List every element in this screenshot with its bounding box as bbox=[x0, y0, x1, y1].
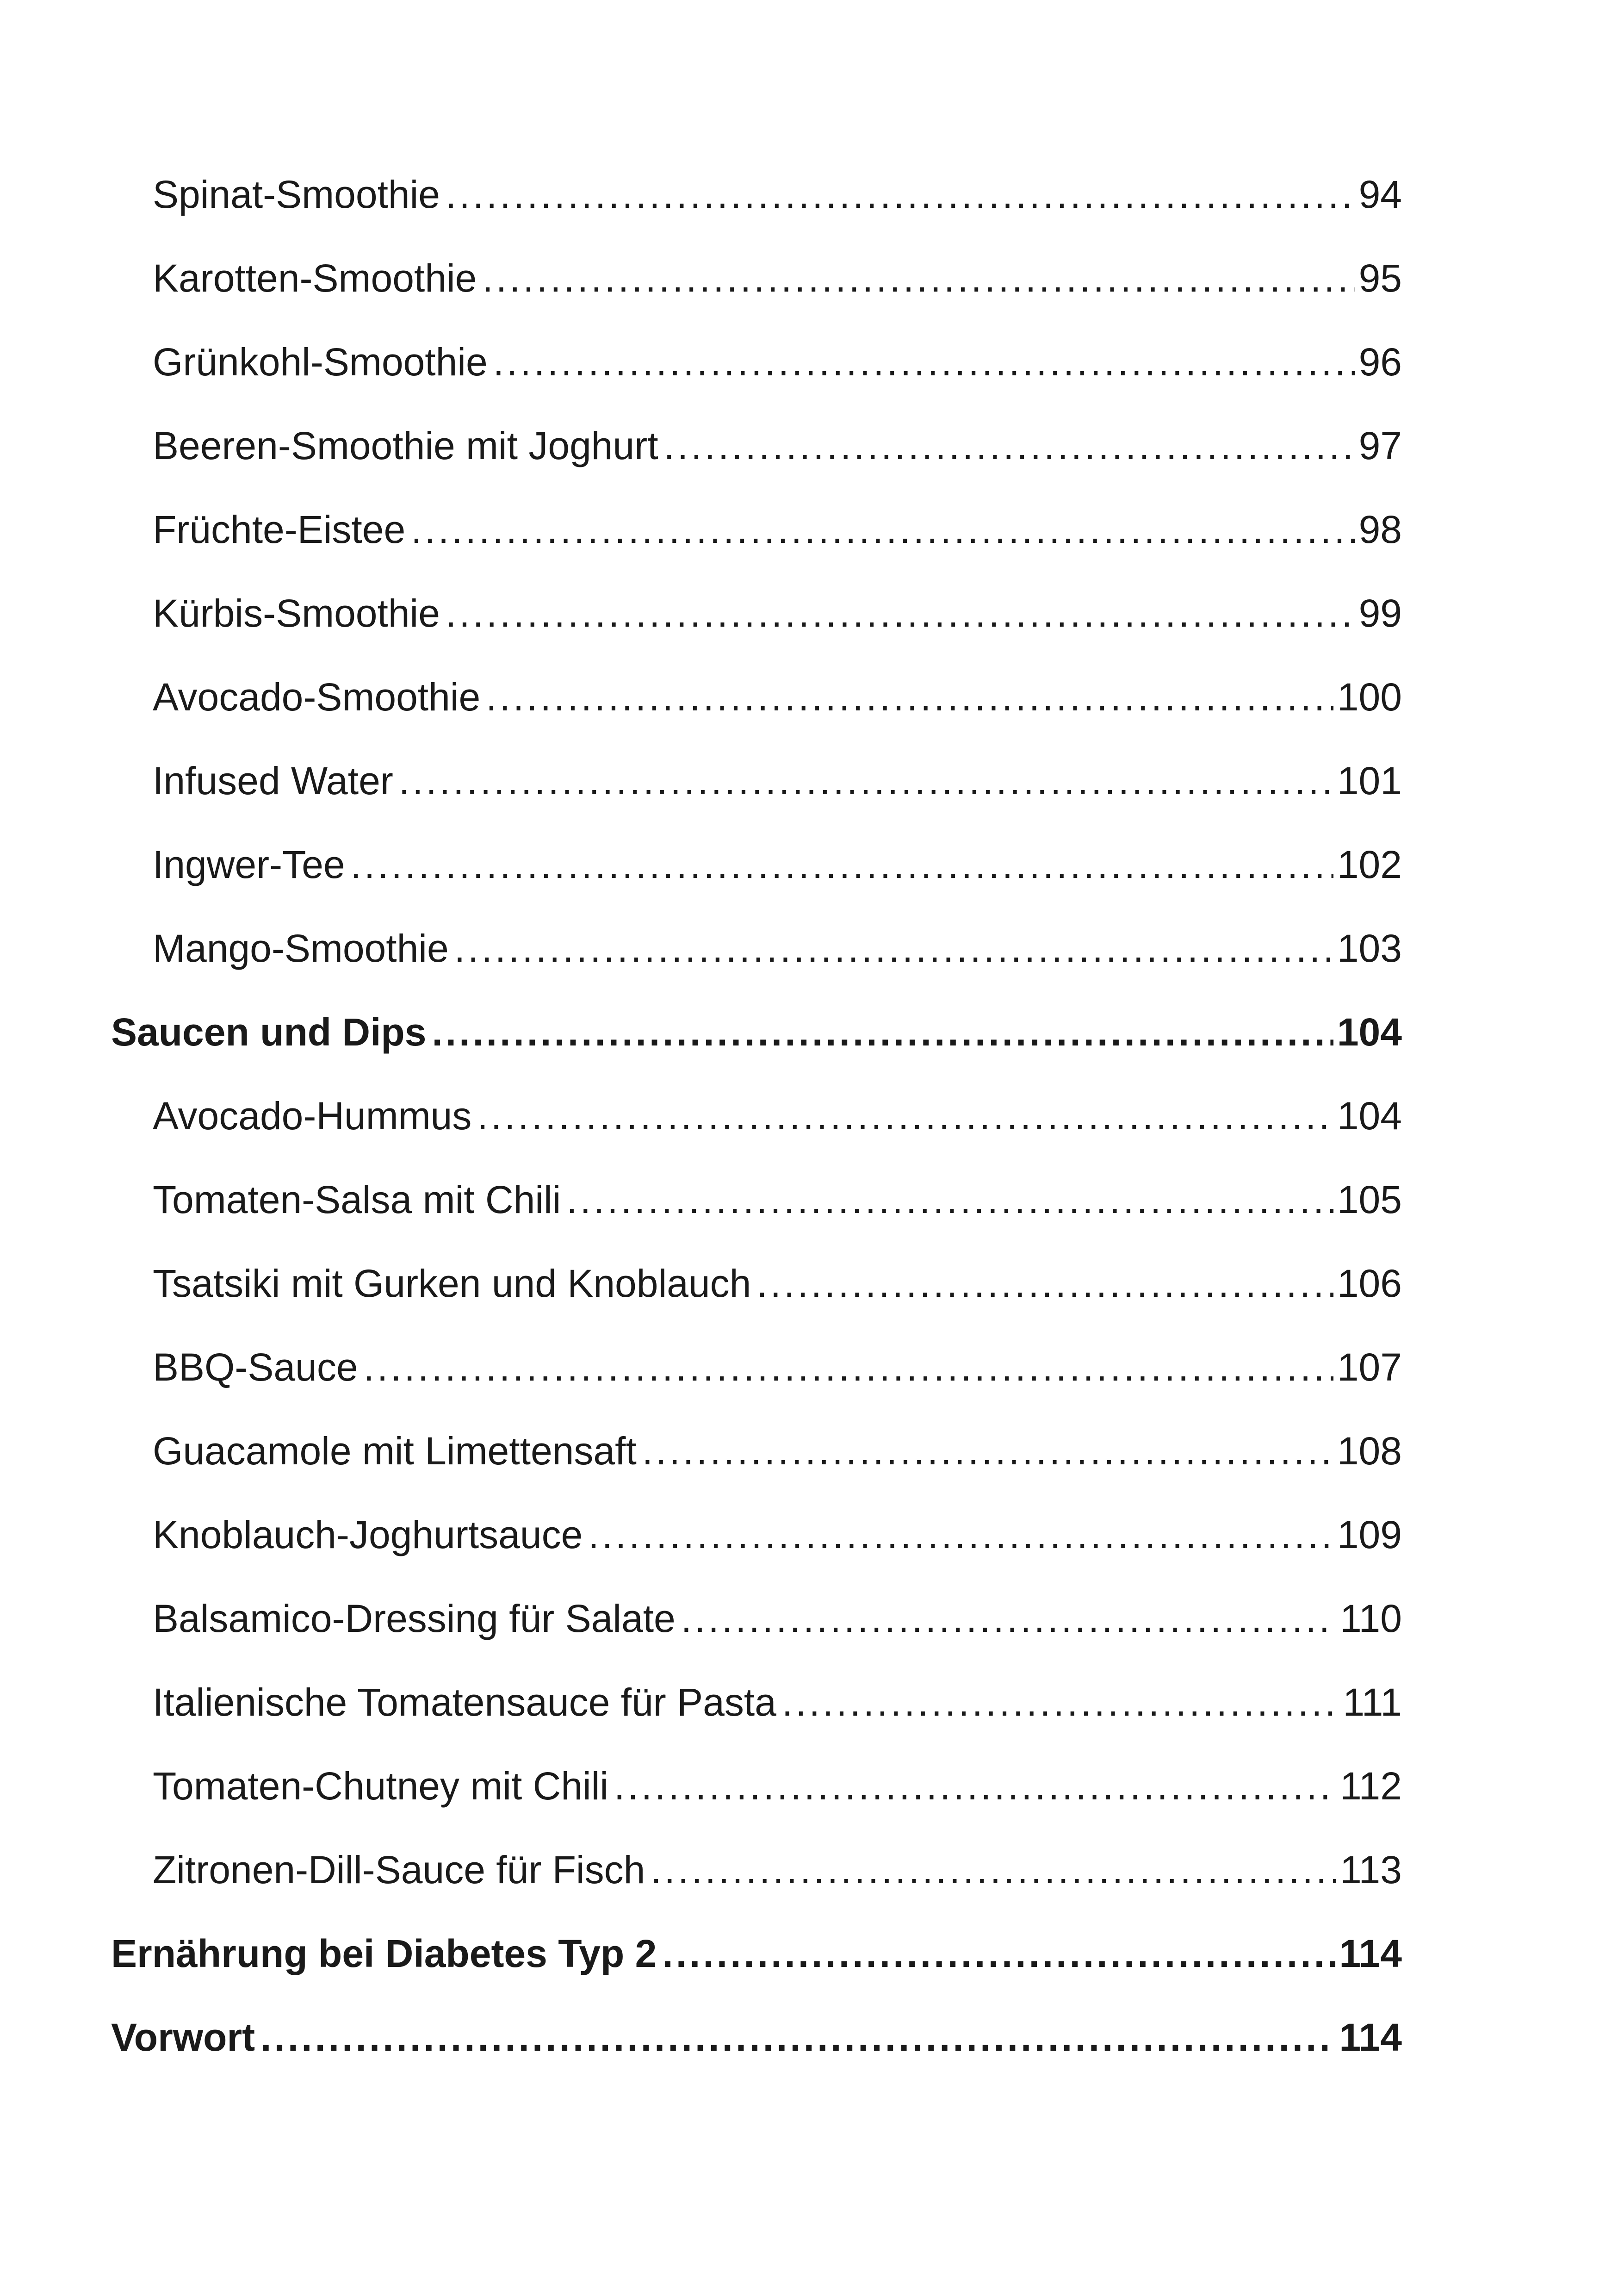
toc-chapter-page: 104 bbox=[1337, 1010, 1402, 1054]
toc-entry-page: 113 bbox=[1340, 1848, 1402, 1892]
toc-entry[interactable] bbox=[111, 404, 1402, 488]
toc-entry-title: Balsamico-Dressing für Salate bbox=[153, 1597, 676, 1640]
toc-entry-title: BBQ-Sauce bbox=[153, 1345, 358, 1389]
toc-entry[interactable] bbox=[111, 572, 1402, 655]
toc-leader-dots bbox=[482, 236, 1355, 320]
toc-entry[interactable] bbox=[111, 739, 1402, 823]
toc-entry-title: Kürbis-Smoothie bbox=[153, 591, 440, 635]
toc-leader-dots bbox=[432, 990, 1333, 1074]
toc-entry-title: Knoblauch-Joghurtsauce bbox=[153, 1513, 583, 1556]
toc-entry-title: Zitronen-Dill-Sauce für Fisch bbox=[153, 1848, 645, 1892]
toc-leader-dots bbox=[260, 1996, 1335, 2079]
toc-chapter-title: Vorwort bbox=[111, 2016, 255, 2059]
toc-leader-dots bbox=[756, 1242, 1333, 1325]
toc-entry[interactable] bbox=[111, 1493, 1402, 1577]
toc-leader-dots bbox=[651, 1828, 1336, 1912]
toc-entry-page: 103 bbox=[1337, 927, 1402, 970]
toc-leader-dots bbox=[493, 320, 1355, 404]
toc-entry-title: Avocado-Smoothie bbox=[153, 675, 481, 719]
toc-entry-page: 101 bbox=[1337, 759, 1402, 803]
toc-leader-dots bbox=[399, 739, 1333, 823]
toc-entry[interactable] bbox=[111, 1242, 1402, 1325]
toc-chapter-page: 114 bbox=[1339, 2016, 1402, 2059]
toc-entry-title: Karotten-Smoothie bbox=[153, 256, 477, 300]
toc-entry-title: Tomaten-Chutney mit Chili bbox=[153, 1764, 609, 1808]
toc-entry-page: 96 bbox=[1358, 340, 1402, 384]
toc-entry-page: 102 bbox=[1337, 843, 1402, 886]
toc-entry-title: Spinat-Smoothie bbox=[153, 173, 440, 216]
toc-entry[interactable] bbox=[111, 1074, 1402, 1158]
toc-entry-page: 95 bbox=[1358, 256, 1402, 300]
toc-leader-dots bbox=[566, 1158, 1333, 1242]
toc-entry-page: 109 bbox=[1337, 1513, 1402, 1556]
toc-entry-title: Avocado-Hummus bbox=[153, 1094, 472, 1138]
toc-leader-dots bbox=[588, 1493, 1333, 1577]
table-of-contents bbox=[111, 153, 1402, 2079]
toc-entry[interactable] bbox=[111, 1828, 1402, 1912]
toc-entry[interactable] bbox=[111, 1577, 1402, 1661]
toc-entry[interactable] bbox=[111, 1409, 1402, 1493]
toc-entry-page: 112 bbox=[1340, 1764, 1402, 1808]
toc-leader-dots bbox=[364, 1325, 1333, 1409]
toc-entry-page: 100 bbox=[1337, 675, 1402, 719]
toc-entry-title: Grünkohl-Smoothie bbox=[153, 340, 488, 384]
toc-entry[interactable] bbox=[111, 236, 1402, 320]
toc-entry-title: Italienische Tomatensauce für Pasta bbox=[153, 1680, 776, 1724]
toc-leader-dots bbox=[446, 572, 1355, 655]
toc-entry-page: 94 bbox=[1358, 173, 1402, 216]
toc-entry-page: 105 bbox=[1337, 1178, 1402, 1221]
toc-entry-title: Ingwer-Tee bbox=[153, 843, 345, 886]
toc-entry[interactable] bbox=[111, 488, 1402, 572]
toc-chapter-entry[interactable] bbox=[111, 990, 1402, 1074]
toc-entry[interactable] bbox=[111, 823, 1402, 907]
toc-entry-title: Tsatsiki mit Gurken und Knoblauch bbox=[153, 1262, 751, 1305]
toc-entry-page: 108 bbox=[1337, 1429, 1402, 1473]
toc-entry-page: 107 bbox=[1337, 1345, 1402, 1389]
toc-chapter-entry[interactable] bbox=[111, 1996, 1402, 2079]
toc-entry-page: 111 bbox=[1343, 1680, 1402, 1724]
toc-leader-dots bbox=[642, 1409, 1333, 1493]
toc-entry[interactable] bbox=[111, 655, 1402, 739]
toc-leader-dots bbox=[662, 1912, 1335, 1996]
toc-entry-title: Früchte-Eistee bbox=[153, 508, 406, 551]
toc-entry-title: Beeren-Smoothie mit Joghurt bbox=[153, 424, 658, 467]
toc-leader-dots bbox=[454, 907, 1333, 990]
toc-chapter-title: Saucen und Dips bbox=[111, 1010, 427, 1054]
toc-entry[interactable] bbox=[111, 320, 1402, 404]
toc-leader-dots bbox=[351, 823, 1333, 907]
toc-leader-dots bbox=[782, 1661, 1339, 1744]
toc-leader-dots bbox=[477, 1074, 1333, 1158]
toc-entry[interactable] bbox=[111, 1661, 1402, 1744]
toc-leader-dots bbox=[614, 1744, 1336, 1828]
toc-entry-page: 104 bbox=[1337, 1094, 1402, 1138]
toc-leader-dots bbox=[446, 153, 1355, 236]
toc-entry-title: Infused Water bbox=[153, 759, 393, 803]
toc-leader-dots bbox=[486, 655, 1333, 739]
toc-entry-page: 110 bbox=[1340, 1597, 1402, 1640]
toc-chapter-entry[interactable] bbox=[111, 1912, 1402, 1996]
toc-entry-page: 99 bbox=[1358, 591, 1402, 635]
toc-leader-dots bbox=[664, 404, 1355, 488]
toc-entry-title: Guacamole mit Limettensaft bbox=[153, 1429, 637, 1473]
toc-entry[interactable] bbox=[111, 1744, 1402, 1828]
toc-entry-page: 98 bbox=[1358, 508, 1402, 551]
toc-entry-title: Mango-Smoothie bbox=[153, 927, 449, 970]
toc-leader-dots bbox=[681, 1577, 1336, 1661]
toc-entry[interactable] bbox=[111, 1158, 1402, 1242]
toc-entry[interactable] bbox=[111, 1325, 1402, 1409]
toc-entry-title: Tomaten-Salsa mit Chili bbox=[153, 1178, 561, 1221]
toc-entry[interactable] bbox=[111, 153, 1402, 236]
toc-leader-dots bbox=[411, 488, 1355, 572]
toc-entry-page: 97 bbox=[1358, 424, 1402, 467]
toc-entry[interactable] bbox=[111, 907, 1402, 990]
toc-chapter-title: Ernährung bei Diabetes Typ 2 bbox=[111, 1932, 657, 1975]
toc-chapter-page: 114 bbox=[1339, 1932, 1402, 1975]
toc-entry-page: 106 bbox=[1337, 1262, 1402, 1305]
